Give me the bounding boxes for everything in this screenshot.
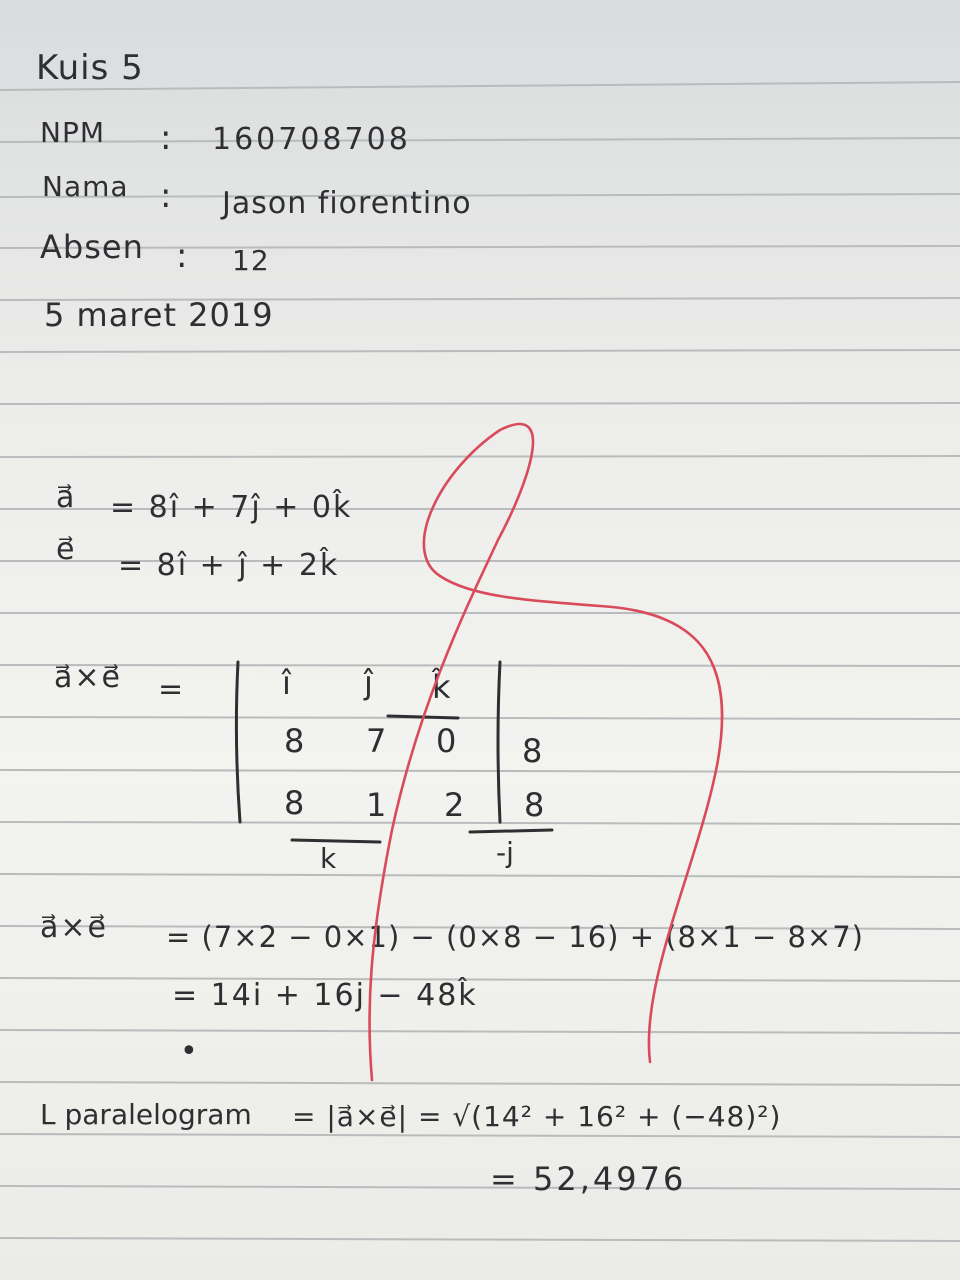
vector-e-value: = 8î + ĵ + 2k̂ [118,548,340,583]
det-cell-r1c3: k̂ [432,668,451,706]
quiz-title: Kuis 5 [36,48,144,88]
area-line2: = 52,4976 [490,1160,687,1198]
det-cell-r2c3: 0 [436,722,457,760]
cross-product-label: a⃗×e⃗ [40,910,108,945]
npm-value: 160708708 [212,122,411,157]
cross-product-line1: = (7×2 − 0×1) − (0×8 − 16) + (8×1 − 8×7) [166,920,864,954]
nama-value: Jason fiorentino [222,186,472,221]
cross-product-dot: • [180,1034,200,1069]
absen-separator: : [176,236,189,276]
det-cell-r3c4: 8 [524,786,545,824]
det-cell-r1c1: î [282,664,291,702]
area-line1: = |a⃗×e⃗| = √(14² + 16² + (−48)²) [292,1100,782,1133]
nama-label: Nama [42,170,129,203]
determinant-equals: = [158,672,186,707]
det-under-left: k [320,842,337,875]
det-cell-r1c2: ĵ [364,664,373,702]
npm-separator: : [160,118,173,158]
area-label: L paralelogram [40,1098,252,1131]
det-cell-r3c2: 1 [366,786,387,824]
vector-a-label: a⃗ [56,480,77,515]
det-cell-r3c3: 2 [444,786,465,824]
absen-label: Absen [40,228,144,266]
date: 5 maret 2019 [44,296,274,334]
det-cell-r3c1: 8 [284,784,305,822]
nama-separator: : [160,176,173,216]
cross-product-line2: = 14i + 16j − 48k̂ [172,978,478,1013]
det-cell-r2c2: 7 [366,722,387,760]
npm-label: NPM [40,116,105,149]
det-cell-r2c1: 8 [284,722,305,760]
vector-a-value: = 8î + 7ĵ + 0k̂ [110,490,353,525]
determinant-label: a⃗×e⃗ [54,660,122,695]
det-under-right: -j [496,836,514,869]
det-cell-r2c4: 8 [522,732,543,770]
absen-value: 12 [232,244,270,277]
vector-e-label: e⃗ [56,532,77,567]
